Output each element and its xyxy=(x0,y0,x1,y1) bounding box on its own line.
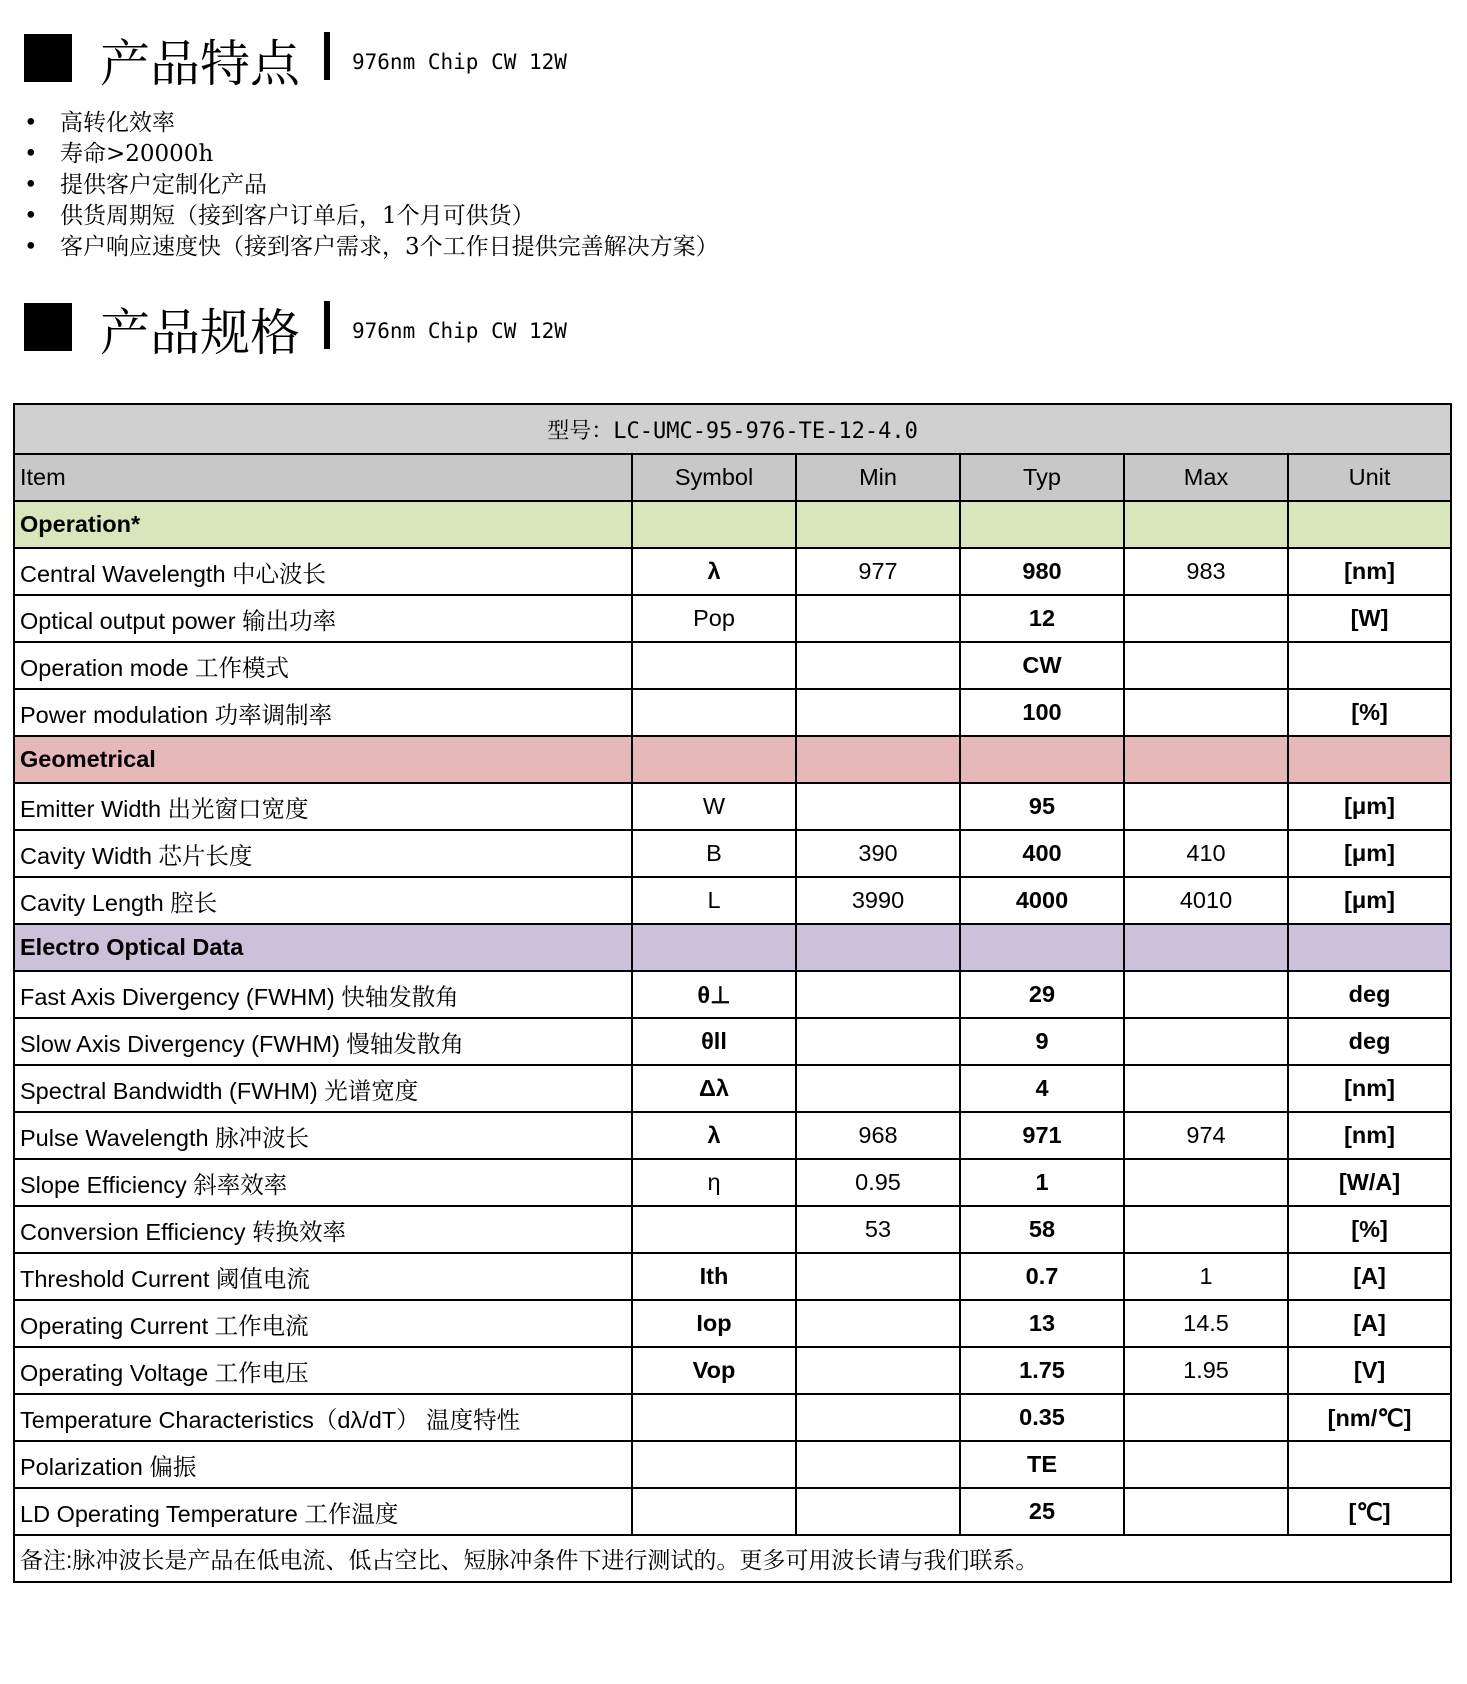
cell-min: 968 xyxy=(796,1112,960,1159)
feature-item xyxy=(24,170,719,201)
cell-min: 977 xyxy=(796,548,960,595)
cell-symbol xyxy=(632,689,796,736)
cell-unit: [A] xyxy=(1288,1253,1451,1300)
heading-square-icon xyxy=(24,34,72,82)
cell-symbol: θ⊥ xyxy=(632,971,796,1018)
cell-typ: TE xyxy=(960,1441,1124,1488)
cell-symbol: Vop xyxy=(632,1347,796,1394)
category-label: Operation* xyxy=(14,501,632,548)
cell-symbol: λ xyxy=(632,548,796,595)
cell-unit: deg xyxy=(1288,971,1451,1018)
table-row xyxy=(14,971,1451,1018)
header-symbol: Symbol xyxy=(632,454,796,501)
cell-symbol: Δλ xyxy=(632,1065,796,1112)
bullet-icon: • xyxy=(24,110,38,136)
header-unit: Unit xyxy=(1288,454,1451,501)
header-typ: Typ xyxy=(960,454,1124,501)
cell-min: 53 xyxy=(796,1206,960,1253)
header-item: Item xyxy=(14,454,632,501)
cell-unit: [A] xyxy=(1288,1300,1451,1347)
table-row xyxy=(14,1206,1451,1253)
table-row xyxy=(14,877,1451,924)
table-row xyxy=(14,1347,1451,1394)
feature-text: 高转化效率 xyxy=(60,110,175,136)
category-cell xyxy=(1288,736,1451,783)
cell-unit: [μm] xyxy=(1288,877,1451,924)
cell-typ: 0.7 xyxy=(960,1253,1124,1300)
cell-min xyxy=(796,1065,960,1112)
cell-item: Fast Axis Divergency (FWHM) 快轴发散角 xyxy=(14,971,632,1018)
model-row xyxy=(14,404,1451,454)
category-cell xyxy=(796,501,960,548)
cell-min xyxy=(796,689,960,736)
cell-min xyxy=(796,1253,960,1300)
cell-min xyxy=(796,1394,960,1441)
table-row xyxy=(14,1488,1451,1535)
cell-unit: [nm] xyxy=(1288,1065,1451,1112)
heading-divider xyxy=(324,32,330,80)
cell-max xyxy=(1124,971,1288,1018)
cell-max: 410 xyxy=(1124,830,1288,877)
table-row xyxy=(14,1300,1451,1347)
features-list xyxy=(24,108,719,263)
cell-unit: [%] xyxy=(1288,1206,1451,1253)
category-cell xyxy=(1288,924,1451,971)
cell-typ: 13 xyxy=(960,1300,1124,1347)
spec-subtitle: 976nm Chip CW 12W xyxy=(352,319,567,343)
cell-min xyxy=(796,1488,960,1535)
cell-unit xyxy=(1288,1441,1451,1488)
cell-typ: 1.75 xyxy=(960,1347,1124,1394)
cell-item: Central Wavelength 中心波长 xyxy=(14,548,632,595)
feature-text: 寿命>20000h xyxy=(60,141,214,167)
cell-symbol: Pop xyxy=(632,595,796,642)
table-row xyxy=(14,548,1451,595)
cell-unit: [W/A] xyxy=(1288,1159,1451,1206)
cell-min xyxy=(796,971,960,1018)
cell-max xyxy=(1124,1441,1288,1488)
spec-title: 产品规格 xyxy=(100,304,300,362)
feature-item xyxy=(24,201,719,232)
table-row xyxy=(14,1159,1451,1206)
cell-symbol: θll xyxy=(632,1018,796,1065)
table-row xyxy=(14,595,1451,642)
cell-min xyxy=(796,1300,960,1347)
cell-item: Optical output power 输出功率 xyxy=(14,595,632,642)
cell-unit: [nm] xyxy=(1288,1112,1451,1159)
spec-table xyxy=(13,403,1452,1583)
bullet-icon: • xyxy=(24,234,38,260)
cell-typ: 971 xyxy=(960,1112,1124,1159)
cell-typ: 95 xyxy=(960,783,1124,830)
cell-item: Slow Axis Divergency (FWHM) 慢轴发散角 xyxy=(14,1018,632,1065)
cell-typ: 1 xyxy=(960,1159,1124,1206)
cell-item: Conversion Efficiency 转换效率 xyxy=(14,1206,632,1253)
cell-symbol xyxy=(632,1206,796,1253)
header-row xyxy=(14,454,1451,501)
category-cell xyxy=(1124,924,1288,971)
cell-typ: 0.35 xyxy=(960,1394,1124,1441)
cell-typ: 400 xyxy=(960,830,1124,877)
cell-min xyxy=(796,1441,960,1488)
cell-typ: 29 xyxy=(960,971,1124,1018)
table-row xyxy=(14,783,1451,830)
category-cell xyxy=(632,736,796,783)
cell-min xyxy=(796,595,960,642)
cell-max: 1 xyxy=(1124,1253,1288,1300)
bullet-icon: • xyxy=(24,203,38,229)
cell-symbol: W xyxy=(632,783,796,830)
cell-item: Cavity Length 腔长 xyxy=(14,877,632,924)
feature-text: 供货周期短（接到客户订单后，1个月可供货） xyxy=(60,203,535,229)
cell-typ: 9 xyxy=(960,1018,1124,1065)
cell-unit: [nm] xyxy=(1288,548,1451,595)
cell-unit: [%] xyxy=(1288,689,1451,736)
feature-item xyxy=(24,108,719,139)
category-cell xyxy=(796,736,960,783)
cell-min: 390 xyxy=(796,830,960,877)
cell-symbol xyxy=(632,1488,796,1535)
cell-symbol: B xyxy=(632,830,796,877)
cell-item: Emitter Width 出光窗口宽度 xyxy=(14,783,632,830)
heading-divider xyxy=(324,301,330,349)
cell-symbol xyxy=(632,1394,796,1441)
cell-item: Operating Voltage 工作电压 xyxy=(14,1347,632,1394)
heading-square-icon xyxy=(24,303,72,351)
cell-max xyxy=(1124,642,1288,689)
cell-typ: 4 xyxy=(960,1065,1124,1112)
table-row xyxy=(14,1065,1451,1112)
cell-typ: CW xyxy=(960,642,1124,689)
bullet-icon: • xyxy=(24,141,38,167)
category-row xyxy=(14,924,1451,971)
cell-symbol: L xyxy=(632,877,796,924)
feature-item xyxy=(24,232,719,263)
cell-unit: [V] xyxy=(1288,1347,1451,1394)
note-text: 备注:脉冲波长是产品在低电流、低占空比、短脉冲条件下进行测试的。更多可用波长请与我们联系。 xyxy=(14,1535,1451,1582)
feature-item xyxy=(24,139,719,170)
category-row xyxy=(14,501,1451,548)
category-cell xyxy=(960,736,1124,783)
cell-max xyxy=(1124,1018,1288,1065)
cell-typ: 12 xyxy=(960,595,1124,642)
cell-typ: 58 xyxy=(960,1206,1124,1253)
cell-max: 983 xyxy=(1124,548,1288,595)
cell-item: Cavity Width 芯片长度 xyxy=(14,830,632,877)
cell-item: Slope Efficiency 斜率效率 xyxy=(14,1159,632,1206)
cell-symbol: λ xyxy=(632,1112,796,1159)
features-subtitle: 976nm Chip CW 12W xyxy=(352,50,567,74)
cell-item: Temperature Characteristics（dλ/dT） 温度特性 xyxy=(14,1394,632,1441)
model-cell: 型号：LC-UMC-95-976-TE-12-4.0 xyxy=(14,404,1451,454)
cell-item: Operating Current 工作电流 xyxy=(14,1300,632,1347)
cell-typ: 25 xyxy=(960,1488,1124,1535)
category-label: Electro Optical Data xyxy=(14,924,632,971)
note-row xyxy=(14,1535,1451,1582)
feature-text: 客户响应速度快（接到客户需求，3个工作日提供完善解决方案） xyxy=(60,234,719,260)
cell-max xyxy=(1124,1206,1288,1253)
cell-max xyxy=(1124,1488,1288,1535)
cell-max xyxy=(1124,1065,1288,1112)
cell-item: Polarization 偏振 xyxy=(14,1441,632,1488)
cell-unit: deg xyxy=(1288,1018,1451,1065)
category-cell xyxy=(960,924,1124,971)
features-title: 产品特点 xyxy=(100,35,300,93)
category-cell xyxy=(1124,736,1288,783)
category-cell xyxy=(960,501,1124,548)
cell-unit xyxy=(1288,642,1451,689)
cell-typ: 4000 xyxy=(960,877,1124,924)
cell-min xyxy=(796,1347,960,1394)
category-cell xyxy=(1288,501,1451,548)
cell-item: Pulse Wavelength 脉冲波长 xyxy=(14,1112,632,1159)
cell-max: 974 xyxy=(1124,1112,1288,1159)
cell-max: 14.5 xyxy=(1124,1300,1288,1347)
cell-item: LD Operating Temperature 工作温度 xyxy=(14,1488,632,1535)
category-cell xyxy=(632,924,796,971)
table-row xyxy=(14,1441,1451,1488)
cell-unit: [nm/℃] xyxy=(1288,1394,1451,1441)
category-cell xyxy=(632,501,796,548)
table-row xyxy=(14,689,1451,736)
cell-max: 4010 xyxy=(1124,877,1288,924)
header-max: Max xyxy=(1124,454,1288,501)
cell-min: 3990 xyxy=(796,877,960,924)
table-row xyxy=(14,830,1451,877)
cell-symbol: Iop xyxy=(632,1300,796,1347)
cell-symbol: Ith xyxy=(632,1253,796,1300)
cell-min xyxy=(796,1018,960,1065)
cell-max: 1.95 xyxy=(1124,1347,1288,1394)
category-cell xyxy=(796,924,960,971)
cell-item: Power modulation 功率调制率 xyxy=(14,689,632,736)
cell-unit: [μm] xyxy=(1288,830,1451,877)
cell-min xyxy=(796,783,960,830)
table-row xyxy=(14,1394,1451,1441)
cell-unit: [μm] xyxy=(1288,783,1451,830)
cell-max xyxy=(1124,783,1288,830)
cell-max xyxy=(1124,1159,1288,1206)
category-label: Geometrical xyxy=(14,736,632,783)
cell-typ: 980 xyxy=(960,548,1124,595)
cell-symbol xyxy=(632,1441,796,1488)
cell-symbol: η xyxy=(632,1159,796,1206)
header-min: Min xyxy=(796,454,960,501)
cell-min xyxy=(796,642,960,689)
table-row xyxy=(14,642,1451,689)
table-row xyxy=(14,1112,1451,1159)
cell-item: Operation mode 工作模式 xyxy=(14,642,632,689)
cell-item: Spectral Bandwidth (FWHM) 光谱宽度 xyxy=(14,1065,632,1112)
cell-symbol xyxy=(632,642,796,689)
cell-max xyxy=(1124,1394,1288,1441)
cell-unit: [℃] xyxy=(1288,1488,1451,1535)
category-row xyxy=(14,736,1451,783)
cell-item: Threshold Current 阈值电流 xyxy=(14,1253,632,1300)
cell-max xyxy=(1124,689,1288,736)
cell-typ: 100 xyxy=(960,689,1124,736)
cell-min: 0.95 xyxy=(796,1159,960,1206)
category-cell xyxy=(1124,501,1288,548)
table-row xyxy=(14,1018,1451,1065)
feature-text: 提供客户定制化产品 xyxy=(60,172,267,198)
bullet-icon: • xyxy=(24,172,38,198)
cell-max xyxy=(1124,595,1288,642)
cell-unit: [W] xyxy=(1288,595,1451,642)
table-row xyxy=(14,1253,1451,1300)
